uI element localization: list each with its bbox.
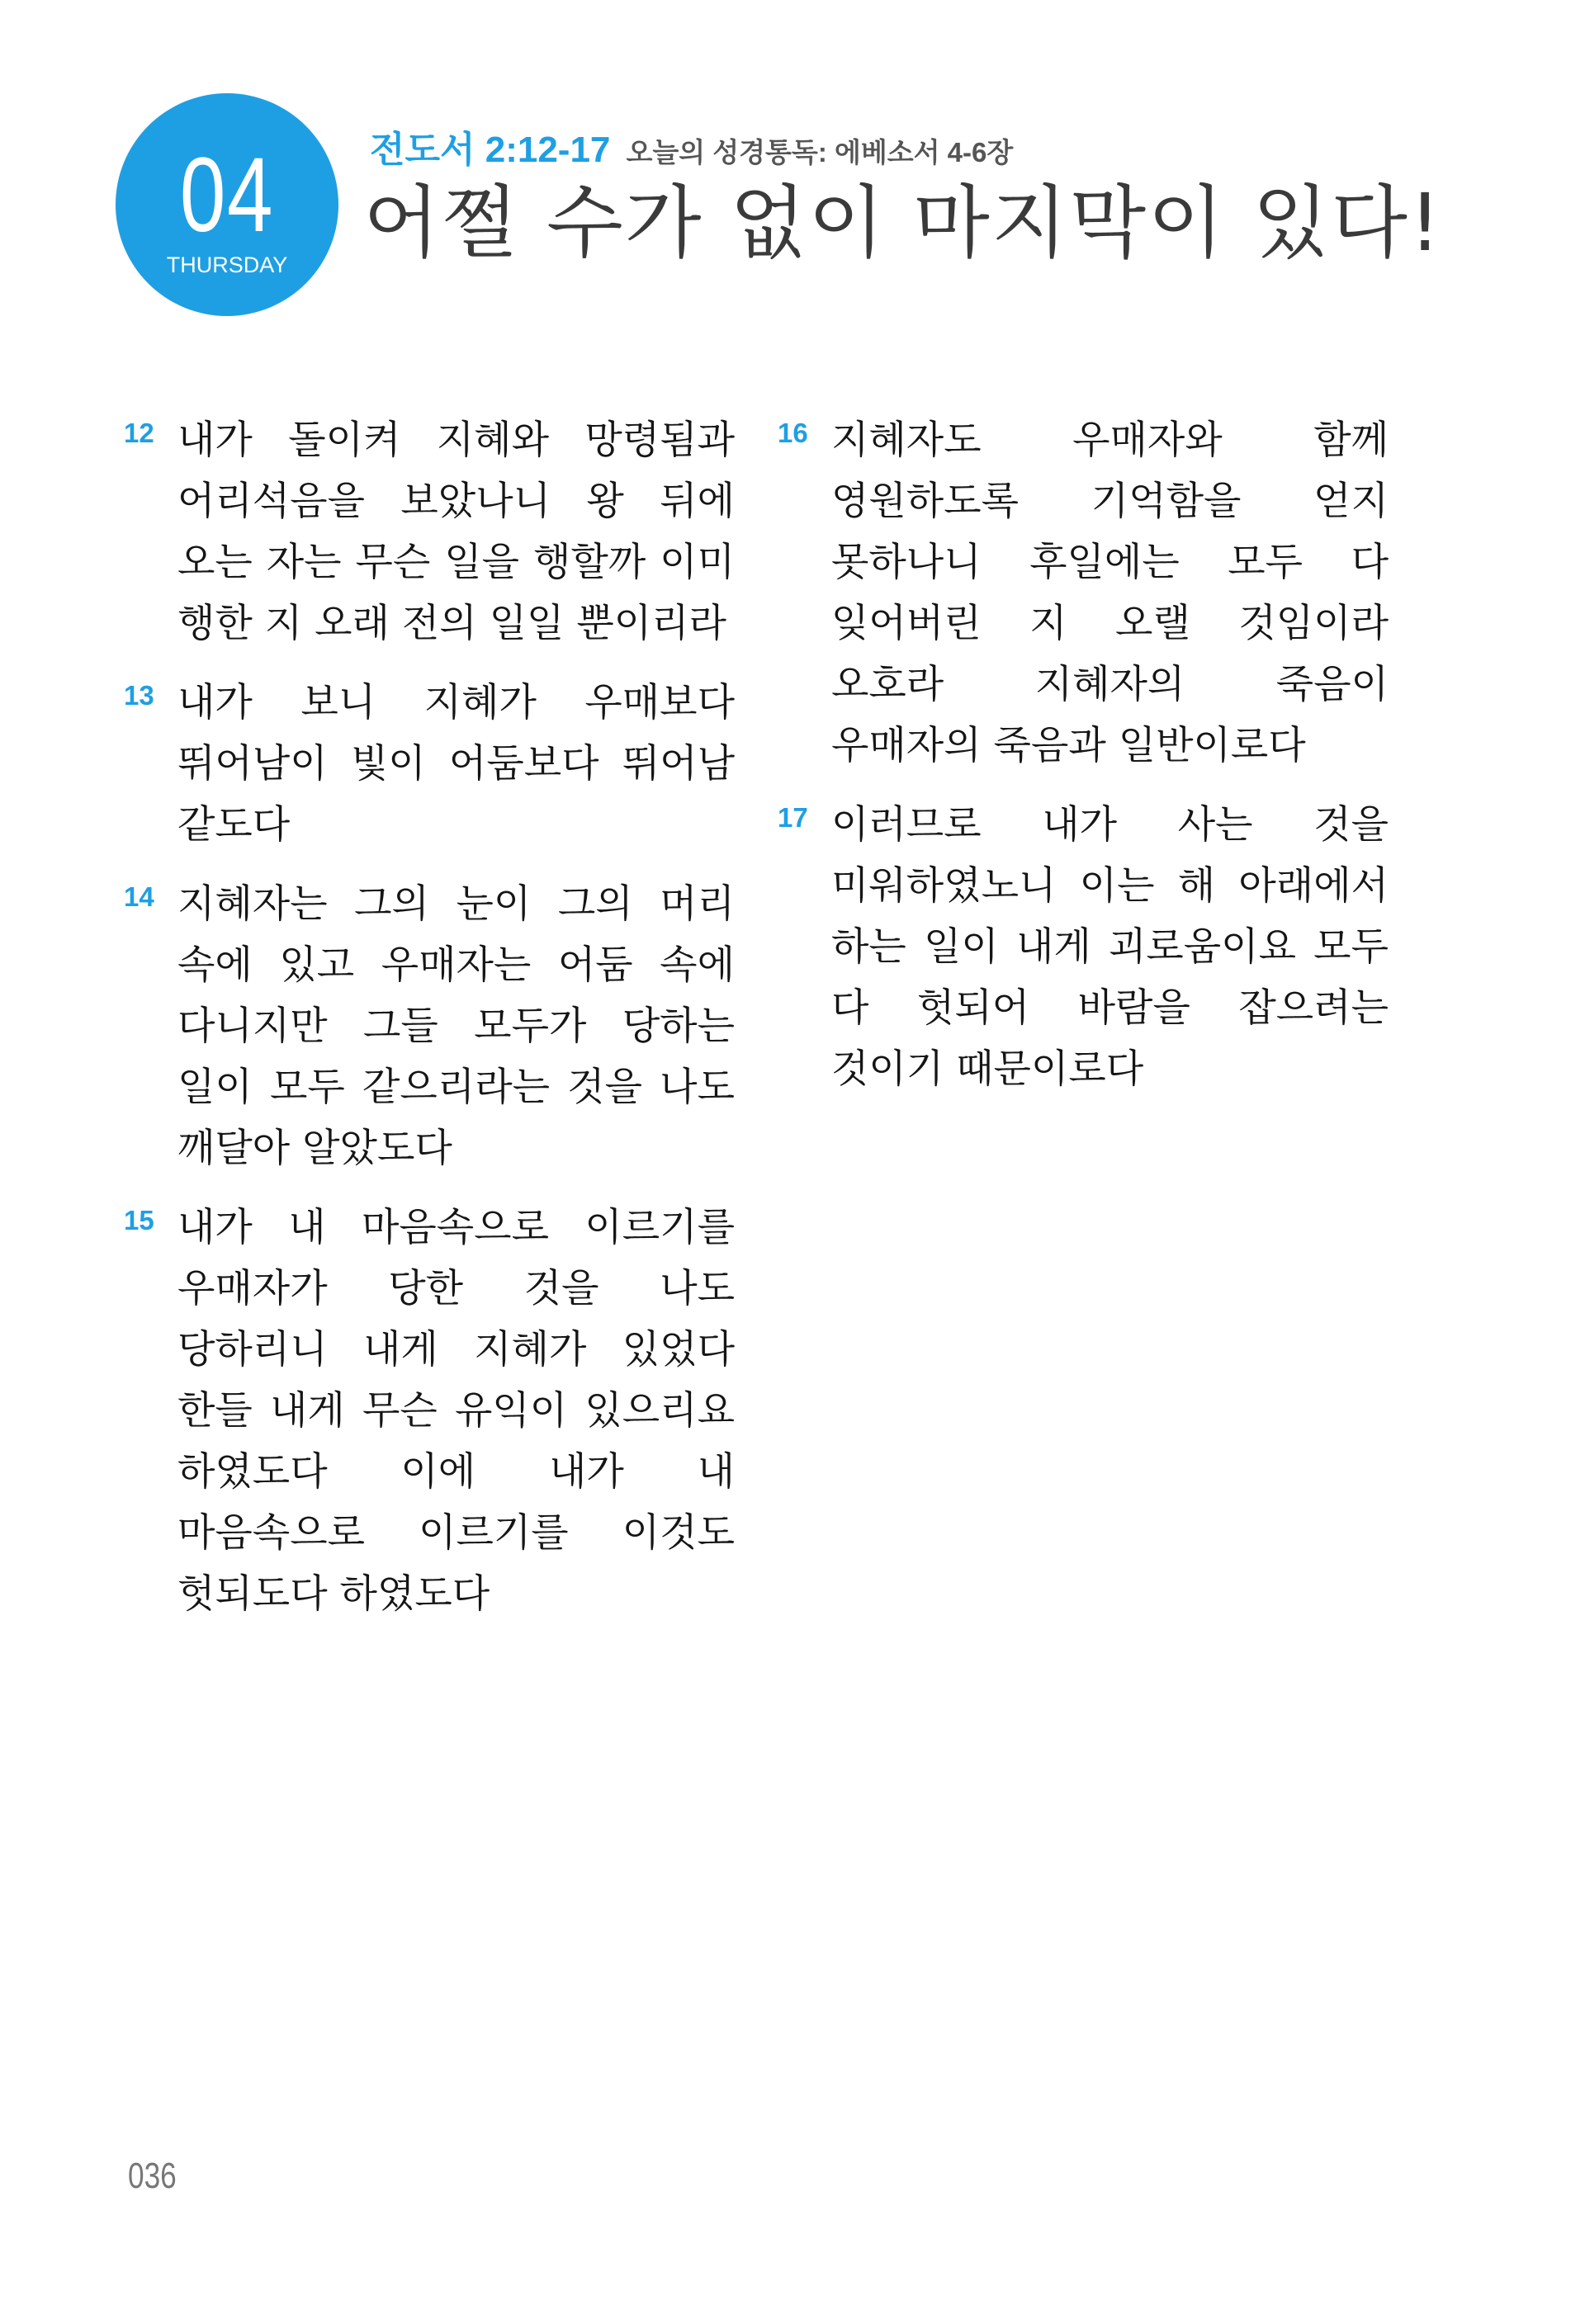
verse-17 bbox=[778, 795, 1389, 1100]
verse-text: 지혜자도 우매자와 함께 영원하도록 기억함을 얻지 못하나니 후일에는 모두 다 잊어버린 지 오랠 것임이라 오호라 지혜자의 죽음이 우매자의 죽음과 일반이로다 bbox=[831, 418, 1389, 768]
day-name: THURSDAY bbox=[166, 253, 288, 277]
verse-text: 이러므로 내가 사는 것을 미워하였노니 이는 해 아래에서 하는 일이 내게 괴로움이요 모두 다 헛되어 바람을 잡으려는 것이기 때문이로다 bbox=[831, 802, 1389, 1092]
verse-15 bbox=[124, 1197, 735, 1625]
page-title: 어쩔 수가 없이 마지막이 있다! bbox=[363, 177, 1443, 269]
verse-number: 14 bbox=[124, 881, 154, 912]
verse-16 bbox=[778, 410, 1389, 777]
verse-number: 15 bbox=[124, 1205, 154, 1235]
verse-text: 내가 보니 지혜가 우매보다 뛰어남이 빛이 어둠보다 뛰어남 같도다 bbox=[177, 680, 735, 848]
verse-text: 내가 내 마음속으로 이르기를 우매자가 당한 것을 나도 당하리니 내게 지혜가 있었다 한들 내게 무슨 유익이 있으리요 하였도다 이에 내가 내 마음속으로 이르기를 이것도 헛되도다 하였도다 bbox=[177, 1205, 735, 1617]
verse-number: 12 bbox=[124, 418, 154, 448]
day-badge bbox=[116, 93, 338, 316]
day-number: 04 bbox=[179, 136, 275, 254]
verse-text: 지혜자는 그의 눈이 그의 머리 속에 있고 우매자는 어둠 속에 다니지만 그들 모두가 당하는 일이 모두 같으리라는 것을 나도 깨달아 알았도다 bbox=[177, 881, 735, 1171]
verse-number: 17 bbox=[778, 802, 808, 833]
todays-reading: 오늘의 성경통독: 에베소서 4-6장 bbox=[626, 137, 1014, 168]
right-column bbox=[778, 410, 1389, 1118]
verse-number: 16 bbox=[778, 418, 808, 448]
verse-13 bbox=[124, 673, 735, 856]
verse-text: 내가 돌이켜 지혜와 망령됨과 어리석음을 보았나니 왕 뒤에 오는 자는 무슨 일을 행할까 이미 행한 지 오래 전의 일일 뿐이리라 bbox=[177, 418, 735, 646]
verse-number: 13 bbox=[124, 680, 154, 711]
page-number: 036 bbox=[128, 2156, 177, 2196]
verse-14 bbox=[124, 874, 735, 1179]
scripture-reference: 전도서 2:12-17 bbox=[370, 130, 611, 170]
verse-12 bbox=[124, 410, 735, 654]
scripture-reference-line bbox=[370, 120, 1013, 172]
left-column bbox=[124, 410, 735, 1643]
